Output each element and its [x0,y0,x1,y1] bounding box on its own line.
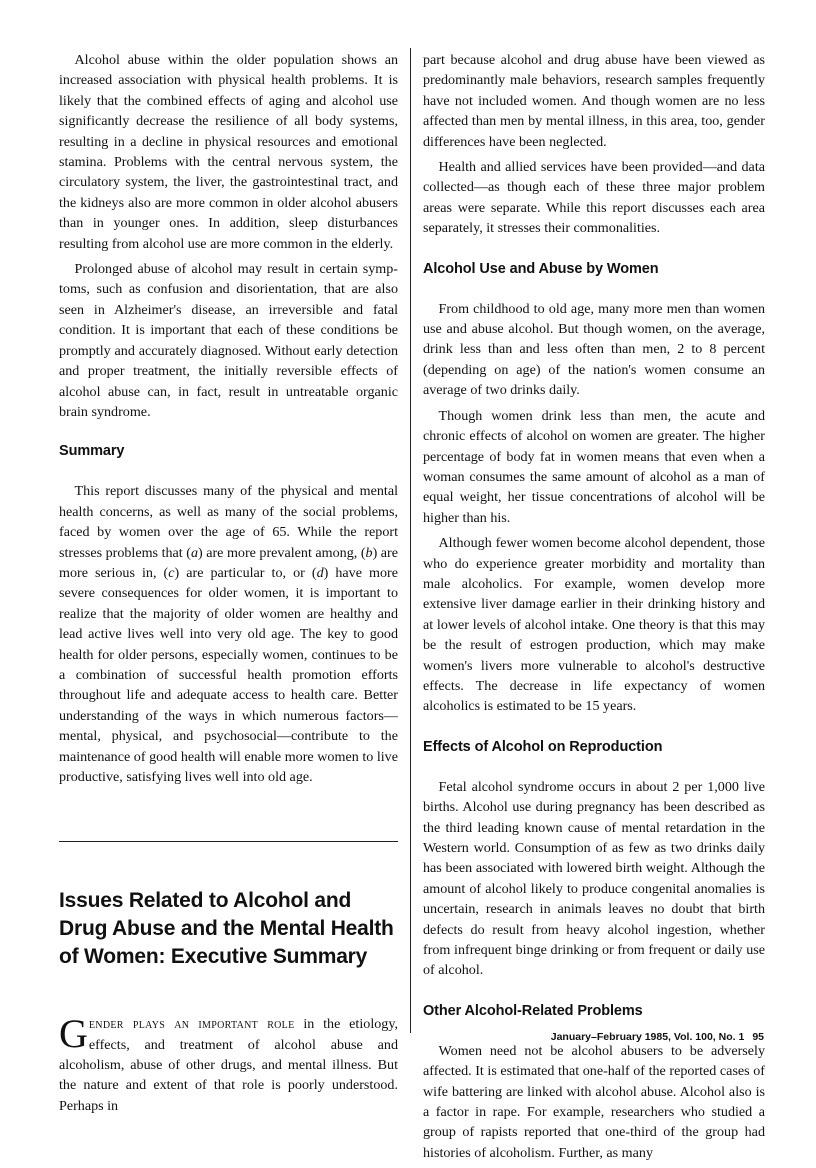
paragraph-reproduction: Fetal alcohol syndrome occurs in about 2 per 1,000 live births. Alcohol use during pregnancy has been described as the third leading known cause of mental retardation in the Western world. Consumption of as few as two drinks daily has been associated with lowered birth weight. Although the amount of alcohol likely to produce congenital anomalies is uncertain, research in animals leaves no doubt that birth defects do result from heavy alcohol ingestion, whether from infrequent binge drinking or from frequent or daily use of alcohol. [423,778,765,979]
heading-reproduction: Effects of Alcohol on Reproduction [423,738,663,755]
paragraph-other-problems: Women need not be alcohol abusers to be adversely affected. It is estimated that one-half of the reported cases of wife battering are linked with alcohol abuse. Alcohol also is a factor in rape. For example, researchers who studied a group of rapists reported that one-third of the group had histories of alcoholism. Further, as many [423,1042,765,1161]
heading-other-problems: Other Alcohol-Related Problems [423,1002,643,1019]
summary-heading: Summary [59,443,125,460]
drop-cap: G [59,1011,88,1057]
heading-alcohol-use: Alcohol Use and Abuse by Women [423,260,659,277]
paragraph-use-3: Although fewer women become alcohol dependent, those who do experience greater morbidity and mortality than male alcoholics. For example, women develop more extensive liver damage earlier in their drinking history and at lower levels of alcohol intake. One theory is that this may be the result of estrogen production, which may make women's livers more vulnerable to alcohol's destructive effects. The decrease in life expectancy of women alcoholics is estimated to be 15 years. [423,535,765,715]
article-title: Issues Related to Alcohol and Drug Abuse and the Mental Health of Women: Executive Summary [59,889,394,968]
footer-citation: January–February 1985, Vol. 100, No. 1 [550,1031,745,1043]
page-number: 95 [752,1031,764,1043]
paragraph-prolonged-abuse: Prolonged abuse of alcohol may result in certain symptoms, such as confusion and disorientation, that are also seen in Alzheimer's disease, an irreversible and fatal condition. It is important that each of these conditions be promptly and accurately diagnosed. Without early detection and proper treatment, the initially reversible effects of alcohol abuse can, in fact, result in untreatable organic brain syndrome. [59,261,398,420]
paragraph-use-2: Though women drink less than men, the acute and chronic effects of alcohol on women are greater. The higher percentage of body fat in women means that even when a woman consumes the same amount of alcohol as a man of equal weight, her tissue concentrations of alcohol will be higher than his. [423,407,765,526]
column-divider [410,48,411,1033]
lead-smallcaps: ender plays an important role [88,1016,295,1033]
paragraph-continuation: part because alcohol and drug abuse have been viewed as predominantly male behaviors, research samples frequently have not included women. And though women are no less affected than men by mental illness, in this area, too, gender differences have been neglected. [423,52,765,150]
page-footer [0,1031,764,1043]
lead-paragraph-block [59,1011,398,1116]
paragraph-use-1: From childhood to old age, many more men than women use and abuse alcohol. But though women, on the average, drink less than and less often than men, 2 to 8 percent (depending on age) of the nation's women consume an average of two drinks daily. [423,300,765,399]
paragraph-services: Health and allied services have been provided—and data collected—as though each of these three major problem areas were separate. While this report discusses each area separately, it stresses their commonalities. [423,159,765,237]
summary-paragraph: This report discusses many of the physical and mental health concerns, as well as many of the social problems, faced by women over the age of 65. While the report stresses problems that (a) are more prevalent among, (b) are more serious in, (c) are particular to, or (d) have more severe consequences for older women, it is important to realize that the majority of older women are healthy and lead active lives well into very old age. The key to good health for older persons, especially women, continues to be a combination of successful health promotion efforts throughout life and adequate access to health care. Better understanding of the ways in which numerous factors—mental, physical, and psychosocial—contribute to the maintenance of good health will enable more women to live productive, satisfying lives well into old age. [59,483,398,785]
lead-paragraph: Gender plays an important role in the etiology, effects, and treatment of alcohol abuse and alcoholism, abuse of other drugs, and mental illness. But the nature and extent of that role is poorly understood. Perhaps in [59,1011,398,1114]
paragraph-physical-health: Alcohol abuse within the older population shows an increased association with physical health problems. It is likely that the combined effects of aging and alcohol use significantly decrease the resilience of all body systems, resulting in a decline in physical resources and emotional stamina. Problems with the central nervous system, the circulatory system, the liver, the gastrointestinal tract, and the kidneys also are more common in older alcohol abusers than in younger ones. In addition, sleep disturbances resulting from alcohol use are more common in the elderly. [59,52,398,252]
right-column [423,50,765,1168]
left-column [59,50,398,1121]
section-rule [59,841,398,842]
